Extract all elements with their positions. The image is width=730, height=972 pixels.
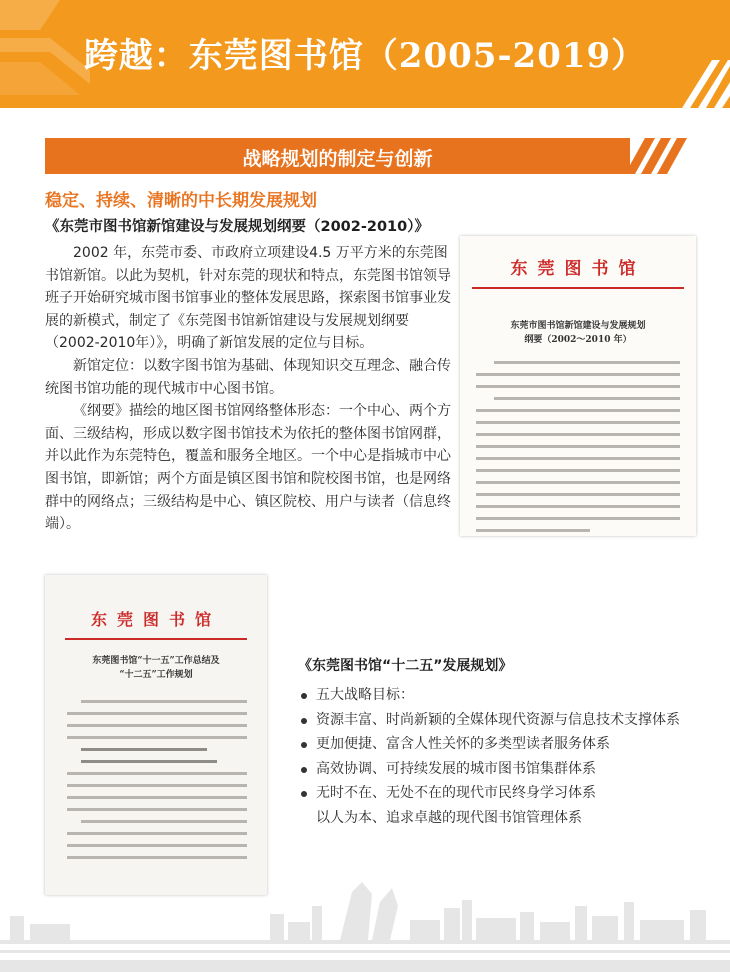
- list-item: [300, 732, 680, 757]
- bullet-icon: [301, 742, 307, 748]
- paragraph: 2002 年，东莞市委、市政府立项建设4.5 万平方米的东莞图书馆新馆。以此为契机，针对东莞的现状和特点，东莞图书馆领导班子开始研究城市图书馆事业的整体发展思路，探索图书馆事业发展的新模式，制定了《东莞图书馆新馆建设与发展规划纲要（2002-2010年）》，明确了新馆发展的定位与目标。: [45, 245, 451, 352]
- scan-title-line: “十二五”工作规划: [119, 670, 193, 680]
- bullet-icon: [301, 767, 307, 773]
- paragraph: 新馆定位：以数字图书馆为基础、体现知识交互理念、融合传统图书馆功能的现代城市中心图书馆。: [45, 357, 451, 397]
- scan-rule: [472, 287, 684, 289]
- list-item: [300, 806, 680, 831]
- list-item-text: 更加便捷、富含人性关怀的多类型读者服务体系: [316, 736, 610, 752]
- page-title: 跨越：东莞图书馆（2005-2019）: [83, 36, 647, 76]
- list-item-text: 高效协调、可持续发展的城市图书馆集群体系: [316, 760, 596, 777]
- list-item: [300, 708, 680, 733]
- scan-letterhead: 东莞图书馆: [90, 610, 221, 629]
- list-item-text: 以人为本、追求卓越的现代图书馆管理体系: [316, 809, 582, 826]
- scan-text-lines: [476, 361, 680, 532]
- body-text: [45, 242, 451, 536]
- subheading: 稳定、持续、清晰的中长期发展规划: [45, 191, 317, 211]
- bullet-icon: [301, 718, 307, 724]
- list-item: [300, 683, 680, 708]
- skyline-watermark: [0, 862, 730, 972]
- strategic-goals-list: [300, 683, 680, 830]
- list-item-text: 资源丰富、时尚新颖的全媒体现代资源与信息技术支撑体系: [316, 711, 680, 728]
- scan-title: [45, 654, 267, 682]
- bullet-icon: [301, 693, 307, 699]
- list-item: [300, 781, 680, 806]
- scanned-document-12th-plan: [45, 575, 267, 895]
- page-header: [0, 0, 730, 108]
- section-stripes: [625, 138, 687, 174]
- bullet-icon: [301, 791, 307, 797]
- scan-title-line: 东莞图书馆“十一五”工作总结及: [92, 656, 220, 666]
- paragraph: 《纲要》描绘的地区图书馆网络整体形态：一个中心、两个方面、三级结构，形成以数字图书馆技术为依托的整体图书馆网群，并以此作为东莞特色，覆盖和服务全地区。一个中心是指城市中心图书馆，即新馆；两个方面是镇区图书馆和院校图书馆，也是网络群中的网络点；三级结构是中心、镇区院校、用户与读者（信息终端）。: [45, 403, 451, 533]
- scan-rule: [65, 638, 247, 640]
- list-item-text: 五大战略目标：: [316, 687, 414, 703]
- scan-letterhead: 东莞图书馆: [510, 259, 646, 279]
- list-item-text: 无时不在、无处不在的现代市民终身学习体系: [316, 785, 596, 801]
- section-banner: [45, 138, 687, 174]
- scan-text-lines: [67, 700, 247, 859]
- plan-title: 《东莞图书馆“十二五”发展规划》: [298, 658, 513, 674]
- scanned-document-2002: [460, 236, 696, 536]
- scan-title-line: 纲要（2002～2010 年）: [524, 335, 632, 345]
- scan-title: [460, 319, 696, 347]
- header-stripes: [620, 0, 730, 108]
- scan-title-line: 东莞市图书馆新馆建设与发展规划: [510, 321, 646, 331]
- doc-title-2002: 《东莞市图书馆新馆建设与发展规划纲要（2002-2010）》: [45, 219, 429, 235]
- section-title: 战略规划的制定与创新: [242, 148, 433, 170]
- list-item: [300, 757, 680, 782]
